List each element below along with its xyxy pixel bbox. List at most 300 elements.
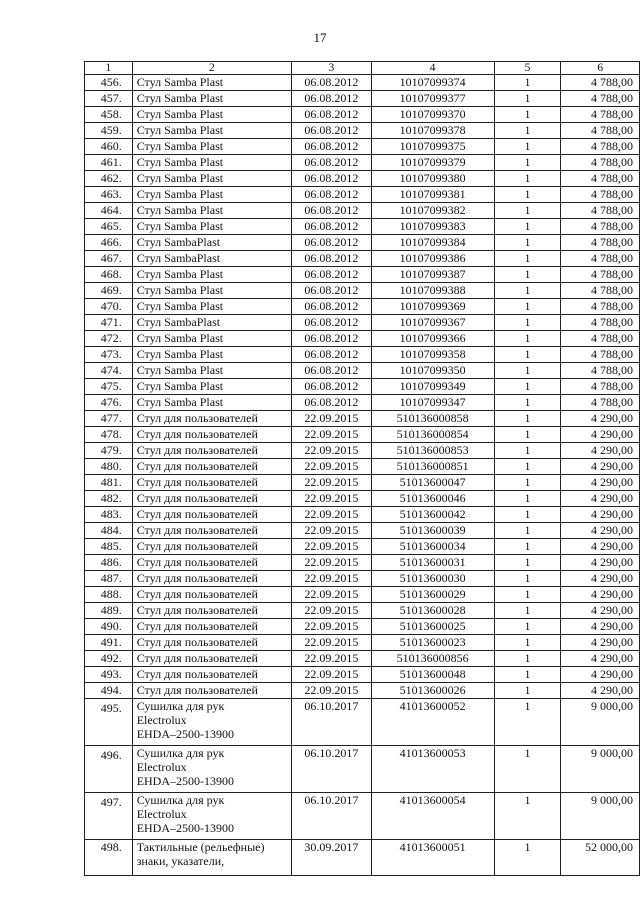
- inventory-number: 51013600042: [371, 507, 494, 523]
- row-number: 473.: [85, 347, 133, 363]
- header-col-2: 2: [132, 62, 291, 75]
- price: 4 788,00: [561, 299, 640, 315]
- item-name: [132, 603, 291, 619]
- quantity: 1: [494, 107, 561, 123]
- inventory-number: 10107099369: [371, 299, 494, 315]
- inventory-number: 10107099358: [371, 347, 494, 363]
- inventory-number: 510136000853: [371, 443, 494, 459]
- quantity: 1: [494, 475, 561, 491]
- price: 4 788,00: [561, 315, 640, 331]
- item-name-line: Стул Samba Plast: [136, 75, 224, 89]
- item-name-line: Стул для пользователей: [136, 603, 258, 617]
- quantity: 1: [494, 331, 561, 347]
- table-row: [85, 363, 640, 379]
- quantity: 1: [494, 491, 561, 507]
- item-name-line: Стул для пользователей: [136, 443, 258, 457]
- quantity: 1: [494, 793, 561, 840]
- item-name-line: Стул Samba Plast: [136, 123, 224, 137]
- quantity: 1: [494, 667, 561, 683]
- item-name: [132, 267, 291, 283]
- quantity: 1: [494, 427, 561, 443]
- item-name-line: Стул Samba Plast: [136, 155, 224, 169]
- inventory-number: 51013600028: [371, 603, 494, 619]
- quantity: 1: [494, 507, 561, 523]
- row-number: 463.: [85, 187, 133, 203]
- table-row: [85, 139, 640, 155]
- item-name: [132, 699, 291, 746]
- acquisition-date: 06.08.2012: [292, 235, 372, 251]
- inventory-number: 51013600046: [371, 491, 494, 507]
- table-row: [85, 155, 640, 171]
- item-name-line: Стул Samba Plast: [136, 107, 224, 121]
- item-name: [132, 491, 291, 507]
- item-name-line: Стул Samba Plast: [136, 299, 224, 313]
- price: 4 290,00: [561, 475, 640, 491]
- table-row: [85, 283, 640, 299]
- inventory-number: 10107099379: [371, 155, 494, 171]
- inventory-number: 510136000858: [371, 411, 494, 427]
- price: 4 788,00: [561, 139, 640, 155]
- item-name: [132, 299, 291, 315]
- row-number: 492.: [85, 651, 133, 667]
- acquisition-date: 22.09.2015: [292, 523, 372, 539]
- inventory-number: 10107099388: [371, 283, 494, 299]
- acquisition-date: 22.09.2015: [292, 411, 372, 427]
- inventory-number: 41013600054: [371, 793, 494, 840]
- table-row: [85, 667, 640, 683]
- row-number: 467.: [85, 251, 133, 267]
- quantity: 1: [494, 683, 561, 699]
- item-name-line: Стул Samba Plast: [136, 379, 224, 393]
- header-row: [85, 62, 640, 75]
- price: 52 000,00: [561, 840, 640, 876]
- row-number: 474.: [85, 363, 133, 379]
- item-name-line: Стул Samba Plast: [136, 347, 224, 361]
- table-row: [85, 187, 640, 203]
- quantity: 1: [494, 635, 561, 651]
- row-number: 489.: [85, 603, 133, 619]
- item-name: [132, 123, 291, 139]
- acquisition-date: 22.09.2015: [292, 667, 372, 683]
- item-name: [132, 651, 291, 667]
- price: 4 788,00: [561, 171, 640, 187]
- price: 4 290,00: [561, 427, 640, 443]
- price: 4 788,00: [561, 331, 640, 347]
- quantity: 1: [494, 443, 561, 459]
- quantity: 1: [494, 283, 561, 299]
- row-number: 470.: [85, 299, 133, 315]
- acquisition-date: 22.09.2015: [292, 635, 372, 651]
- inventory-number: 51013600025: [371, 619, 494, 635]
- row-number: 471.: [85, 315, 133, 331]
- inventory-number: 10107099382: [371, 203, 494, 219]
- row-number: 485.: [85, 539, 133, 555]
- inventory-number: 51013600039: [371, 523, 494, 539]
- item-name-line: Стул для пользователей: [136, 635, 258, 649]
- price: 4 290,00: [561, 459, 640, 475]
- item-name: [132, 219, 291, 235]
- item-name: [132, 347, 291, 363]
- row-number: 477.: [85, 411, 133, 427]
- item-name: [132, 587, 291, 603]
- row-number: 480.: [85, 459, 133, 475]
- row-number: 482.: [85, 491, 133, 507]
- acquisition-date: 22.09.2015: [292, 507, 372, 523]
- row-number: 456.: [85, 75, 133, 91]
- item-name: [132, 411, 291, 427]
- price: 4 290,00: [561, 571, 640, 587]
- item-name-line: Стул для пользователей: [136, 555, 258, 569]
- inventory-number: 10107099387: [371, 267, 494, 283]
- item-name-line: Стул Samba Plast: [136, 203, 224, 217]
- inventory-number: 10107099350: [371, 363, 494, 379]
- item-name-line: Стул Samba Plast: [136, 267, 224, 281]
- item-name-line: Тактильные (рельефные): [136, 840, 265, 854]
- acquisition-date: 06.08.2012: [292, 155, 372, 171]
- row-number: 491.: [85, 635, 133, 651]
- table-row: [85, 427, 640, 443]
- item-name-line: Стул для пользователей: [136, 523, 258, 537]
- acquisition-date: 30.09.2017: [292, 840, 372, 876]
- item-name: [132, 187, 291, 203]
- table-row: [85, 840, 640, 876]
- table-row: [85, 123, 640, 139]
- inventory-number: 10107099370: [371, 107, 494, 123]
- row-number: 476.: [85, 395, 133, 411]
- quantity: 1: [494, 411, 561, 427]
- quantity: 1: [494, 379, 561, 395]
- acquisition-date: 22.09.2015: [292, 427, 372, 443]
- item-name-line: Electrolux: [136, 713, 187, 727]
- inventory-number: 51013600031: [371, 555, 494, 571]
- acquisition-date: 06.08.2012: [292, 395, 372, 411]
- acquisition-date: 06.08.2012: [292, 267, 372, 283]
- header-col-3: 3: [292, 62, 372, 75]
- table-row: [85, 347, 640, 363]
- inventory-number: 41013600051: [371, 840, 494, 876]
- acquisition-date: 22.09.2015: [292, 571, 372, 587]
- price: 4 788,00: [561, 363, 640, 379]
- acquisition-date: 06.08.2012: [292, 107, 372, 123]
- price: 4 788,00: [561, 187, 640, 203]
- item-name-line: Стул Samba Plast: [136, 171, 224, 185]
- table-row: [85, 491, 640, 507]
- inventory-number: 510136000854: [371, 427, 494, 443]
- inventory-number: 10107099366: [371, 331, 494, 347]
- table-row: [85, 411, 640, 427]
- item-name-line: EHDA–2500-13900: [136, 821, 235, 835]
- table-row: [85, 443, 640, 459]
- quantity: 1: [494, 395, 561, 411]
- inventory-number: 10107099384: [371, 235, 494, 251]
- item-name: [132, 75, 291, 91]
- quantity: 1: [494, 539, 561, 555]
- table-row: [85, 555, 640, 571]
- table-row: [85, 635, 640, 651]
- price: 9 000,00: [561, 746, 640, 793]
- item-name-line: Стул SambaPlast: [136, 235, 221, 249]
- row-number: 488.: [85, 587, 133, 603]
- item-name: [132, 507, 291, 523]
- acquisition-date: 22.09.2015: [292, 443, 372, 459]
- item-name: [132, 571, 291, 587]
- item-name-line: Стул для пользователей: [136, 491, 258, 505]
- item-name: [132, 619, 291, 635]
- item-name: [132, 363, 291, 379]
- row-number: 478.: [85, 427, 133, 443]
- item-name: [132, 523, 291, 539]
- quantity: 1: [494, 347, 561, 363]
- row-number: 459.: [85, 123, 133, 139]
- item-name-line: Стул для пользователей: [136, 475, 258, 489]
- row-number: 475.: [85, 379, 133, 395]
- acquisition-date: 06.08.2012: [292, 379, 372, 395]
- price: 4 290,00: [561, 555, 640, 571]
- table-row: [85, 171, 640, 187]
- quantity: 1: [494, 91, 561, 107]
- quantity: 1: [494, 299, 561, 315]
- row-number: 481.: [85, 475, 133, 491]
- item-name-line: Стул Samba Plast: [136, 363, 224, 377]
- item-name: [132, 91, 291, 107]
- inventory-number: 51013600034: [371, 539, 494, 555]
- row-number: 458.: [85, 107, 133, 123]
- row-number: 462.: [85, 171, 133, 187]
- row-number: 497.: [85, 793, 133, 840]
- quantity: 1: [494, 219, 561, 235]
- item-name: [132, 235, 291, 251]
- row-number: 486.: [85, 555, 133, 571]
- item-name-line: Стул для пользователей: [136, 507, 258, 521]
- item-name: [132, 171, 291, 187]
- row-number: 464.: [85, 203, 133, 219]
- item-name: [132, 283, 291, 299]
- inventory-number: 51013600047: [371, 475, 494, 491]
- price: 4 788,00: [561, 379, 640, 395]
- item-name-line: Стул Samba Plast: [136, 395, 224, 409]
- row-number: 490.: [85, 619, 133, 635]
- table-row: [85, 331, 640, 347]
- table-row: [85, 523, 640, 539]
- item-name-line: Стул Samba Plast: [136, 331, 224, 345]
- inventory-number: 10107099375: [371, 139, 494, 155]
- inventory-number: 51013600030: [371, 571, 494, 587]
- price: 4 290,00: [561, 651, 640, 667]
- item-name: [132, 683, 291, 699]
- acquisition-date: 22.09.2015: [292, 683, 372, 699]
- price: 4 290,00: [561, 411, 640, 427]
- item-name: [132, 379, 291, 395]
- quantity: 1: [494, 315, 561, 331]
- quantity: 1: [494, 123, 561, 139]
- price: 4 290,00: [561, 491, 640, 507]
- item-name: [132, 107, 291, 123]
- item-name: [132, 746, 291, 793]
- row-number: 487.: [85, 571, 133, 587]
- row-number: 466.: [85, 235, 133, 251]
- acquisition-date: 22.09.2015: [292, 619, 372, 635]
- inventory-number: 10107099381: [371, 187, 494, 203]
- acquisition-date: 06.08.2012: [292, 187, 372, 203]
- price: 4 788,00: [561, 395, 640, 411]
- inventory-number: 51013600023: [371, 635, 494, 651]
- table-row: [85, 571, 640, 587]
- acquisition-date: 22.09.2015: [292, 587, 372, 603]
- quantity: 1: [494, 459, 561, 475]
- item-name: [132, 539, 291, 555]
- table-row: [85, 746, 640, 793]
- table-row: [85, 587, 640, 603]
- inventory-number: 41013600052: [371, 699, 494, 746]
- price: 4 290,00: [561, 587, 640, 603]
- inventory-number: 10107099374: [371, 75, 494, 91]
- item-name: [132, 667, 291, 683]
- item-name-line: Стул для пользователей: [136, 427, 258, 441]
- price: 4 290,00: [561, 443, 640, 459]
- item-name: [132, 793, 291, 840]
- acquisition-date: 06.08.2012: [292, 315, 372, 331]
- price: 4 290,00: [561, 683, 640, 699]
- quantity: 1: [494, 746, 561, 793]
- item-name: [132, 315, 291, 331]
- row-number: 468.: [85, 267, 133, 283]
- header-col-5: 5: [494, 62, 561, 75]
- price: 4 290,00: [561, 619, 640, 635]
- price: 4 290,00: [561, 603, 640, 619]
- table-row: [85, 683, 640, 699]
- inventory-number: 10107099367: [371, 315, 494, 331]
- inventory-number: 10107099349: [371, 379, 494, 395]
- item-name-line: Стул для пользователей: [136, 411, 258, 425]
- inventory-number: 51013600048: [371, 667, 494, 683]
- acquisition-date: 06.08.2012: [292, 123, 372, 139]
- inventory-number: 10107099380: [371, 171, 494, 187]
- row-number: 483.: [85, 507, 133, 523]
- item-name-line: Стул для пользователей: [136, 683, 258, 697]
- row-number: 469.: [85, 283, 133, 299]
- quantity: 1: [494, 555, 561, 571]
- row-number: 484.: [85, 523, 133, 539]
- inventory-number: 51013600026: [371, 683, 494, 699]
- price: 4 290,00: [561, 523, 640, 539]
- item-name-line: Сушилка для рук: [136, 746, 225, 760]
- acquisition-date: 22.09.2015: [292, 475, 372, 491]
- acquisition-date: 06.08.2012: [292, 219, 372, 235]
- item-name-line: Стул Samba Plast: [136, 187, 224, 201]
- table-row: [85, 459, 640, 475]
- price: 4 788,00: [561, 235, 640, 251]
- price: 4 290,00: [561, 667, 640, 683]
- price: 4 788,00: [561, 75, 640, 91]
- item-name-line: Стул Samba Plast: [136, 91, 224, 105]
- acquisition-date: 06.08.2012: [292, 91, 372, 107]
- acquisition-date: 06.08.2012: [292, 283, 372, 299]
- item-name: [132, 840, 291, 876]
- item-name-line: Стул Samba Plast: [136, 139, 224, 153]
- price: 4 788,00: [561, 107, 640, 123]
- item-name-line: Стул для пользователей: [136, 459, 258, 473]
- table-row: [85, 299, 640, 315]
- table-row: [85, 219, 640, 235]
- quantity: 1: [494, 571, 561, 587]
- inventory-number: 41013600053: [371, 746, 494, 793]
- table-row: [85, 203, 640, 219]
- acquisition-date: 06.08.2012: [292, 251, 372, 267]
- item-name-line: Electrolux: [136, 760, 187, 774]
- row-number: 498.: [85, 840, 133, 876]
- price: 9 000,00: [561, 699, 640, 746]
- item-name: [132, 139, 291, 155]
- quantity: 1: [494, 587, 561, 603]
- item-name-line: Стул для пользователей: [136, 587, 258, 601]
- item-name-line: знаки, указатели,: [136, 854, 225, 868]
- item-name-line: Сушилка для рук: [136, 699, 225, 713]
- acquisition-date: 22.09.2015: [292, 555, 372, 571]
- acquisition-date: 06.08.2012: [292, 299, 372, 315]
- price: 4 788,00: [561, 347, 640, 363]
- price: 4 290,00: [561, 539, 640, 555]
- quantity: 1: [494, 603, 561, 619]
- price: 4 788,00: [561, 203, 640, 219]
- acquisition-date: 06.08.2012: [292, 139, 372, 155]
- item-name: [132, 331, 291, 347]
- item-name-line: Стул SambaPlast: [136, 315, 221, 329]
- acquisition-date: 22.09.2015: [292, 603, 372, 619]
- row-number: 495.: [85, 699, 133, 746]
- acquisition-date: 06.08.2012: [292, 347, 372, 363]
- acquisition-date: 06.08.2012: [292, 171, 372, 187]
- quantity: 1: [494, 523, 561, 539]
- table-row: [85, 507, 640, 523]
- row-number: 460.: [85, 139, 133, 155]
- item-name-line: Стул для пользователей: [136, 571, 258, 585]
- quantity: 1: [494, 171, 561, 187]
- quantity: 1: [494, 840, 561, 876]
- item-name: [132, 427, 291, 443]
- item-name: [132, 475, 291, 491]
- item-name-line: Electrolux: [136, 807, 187, 821]
- quantity: 1: [494, 139, 561, 155]
- inventory-table: [84, 61, 640, 876]
- row-number: 493.: [85, 667, 133, 683]
- acquisition-date: 22.09.2015: [292, 459, 372, 475]
- table-row: [85, 395, 640, 411]
- inventory-number: 10107099383: [371, 219, 494, 235]
- item-name: [132, 155, 291, 171]
- acquisition-date: 06.08.2012: [292, 75, 372, 91]
- row-number: 457.: [85, 91, 133, 107]
- inventory-number: 10107099386: [371, 251, 494, 267]
- header-col-4: 4: [371, 62, 494, 75]
- header-col-1: 1: [85, 62, 133, 75]
- price: 4 290,00: [561, 507, 640, 523]
- inventory-number: 10107099347: [371, 395, 494, 411]
- item-name-line: Стул для пользователей: [136, 667, 258, 681]
- page-number: 17: [313, 30, 327, 45]
- inventory-number: 10107099378: [371, 123, 494, 139]
- item-name: [132, 203, 291, 219]
- item-name: [132, 459, 291, 475]
- quantity: 1: [494, 651, 561, 667]
- price: 4 788,00: [561, 155, 640, 171]
- quantity: 1: [494, 251, 561, 267]
- price: 4 788,00: [561, 283, 640, 299]
- acquisition-date: 06.08.2012: [292, 203, 372, 219]
- row-number: 494.: [85, 683, 133, 699]
- item-name-line: Стул Samba Plast: [136, 283, 224, 297]
- table-row: [85, 603, 640, 619]
- acquisition-date: 06.10.2017: [292, 746, 372, 793]
